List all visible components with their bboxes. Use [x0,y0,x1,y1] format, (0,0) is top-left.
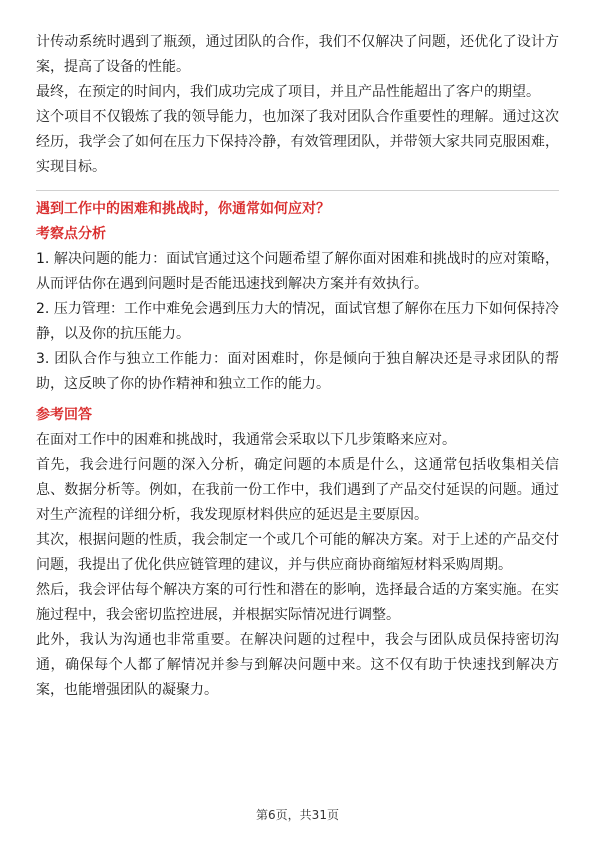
section-divider [36,190,559,191]
analysis-point-1: 1. 解决问题的能力：面试官通过这个问题希望了解你面对困难和挑战时的应对策略，从而评估你在遇到问题时是否能迅速找到解决方案并有效执行。 [36,251,559,292]
intro-paragraph-3: 这个项目不仅锻炼了我的领导能力，也加深了我对团队合作重要性的理解。通过这次经历，我学会了如何在压力下保持冷静，有效管理团队，并带领大家共同克服困难，实现目标。 [36,109,559,175]
answer-paragraph-4: 然后，我会评估每个解决方案的可行性和潜在的影响，选择最合适的方案实施。在实施过程中，我会密切监控进展，并根据实际情况进行调整。 [36,582,559,623]
analysis-point-3: 3. 团队合作与独立工作能力：面对困难时，你是倾向于独自解决还是寻求团队的帮助，这反映了你的协作精神和独立工作的能力。 [36,351,559,392]
answer-heading: 参考回答 [36,407,92,423]
analysis-heading: 考察点分析 [36,226,106,242]
analysis-point-2: 2. 压力管理：工作中难免会遇到压力大的情况，面试官想了解你在压力下如何保持冷静，以及你的抗压能力。 [36,301,559,342]
answer-paragraph-1: 在面对工作中的困难和挑战时，我通常会采取以下几步策略来应对。 [36,432,456,448]
document-page [36,30,559,703]
intro-paragraph-2: 最终，在预定的时间内，我们成功完成了项目，并且产品性能超出了客户的期望。 [36,84,540,100]
answer-paragraph-3: 其次，根据问题的性质，我会制定一个或几个可能的解决方案。对于上述的产品交付问题，我提出了优化供应链管理的建议，并与供应商协商缩短材料采购周期。 [36,532,559,573]
question-heading: 遇到工作中的困难和挑战时，你通常如何应对？ [36,201,330,217]
page-number-footer: 第6页，共31页 [256,808,339,822]
answer-paragraph-2: 首先，我会进行问题的深入分析，确定问题的本质是什么，这通常包括收集相关信息、数据分析等。例如，在我前一份工作中，我们遇到了产品交付延误的问题。通过对生产流程的详细分析，我发现原材料供应的延迟是主要原因。 [36,457,559,523]
answer-paragraph-5: 此外，我认为沟通也非常重要。在解决问题的过程中，我会与团队成员保持密切沟通，确保每个人都了解情况并参与到解决问题中来。这不仅有助于快速找到解决方案，也能增强团队的凝聚力。 [36,632,559,698]
intro-paragraph-1: 计传动系统时遇到了瓶颈，通过团队的合作，我们不仅解决了问题，还优化了设计方案，提高了设备的性能。 [36,34,559,75]
